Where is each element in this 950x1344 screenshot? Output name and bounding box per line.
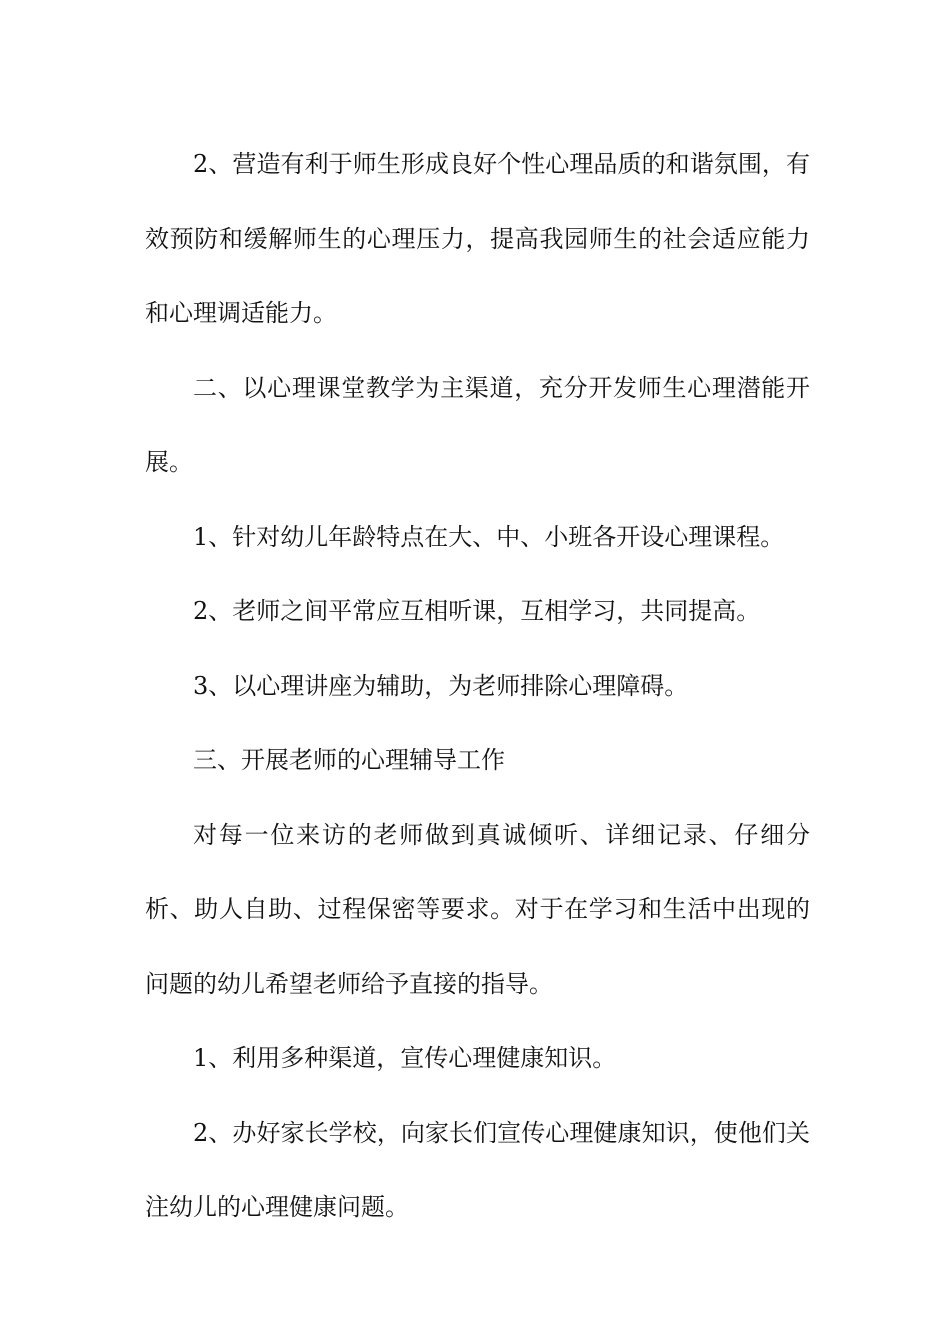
section-heading: 二、以心理课堂教学为主渠道，充分开发师生心理潜能开展。 bbox=[145, 373, 810, 476]
section-heading: 三、开展老师的心理辅导工作 bbox=[193, 746, 505, 774]
paragraph: 1、利用多种渠道，宣传心理健康知识。 bbox=[193, 1044, 617, 1072]
document-body bbox=[145, 127, 810, 1245]
paragraph: 对每一位来访的老师做到真诚倾听、详细记录、仔细分析、助人自助、过程保密等要求。对于在学习和生活中出现的问题的幼儿希望老师给予直接的指导。 bbox=[145, 820, 810, 998]
paragraph: 1、针对幼儿年龄特点在大、中、小班各开设心理课程。 bbox=[193, 522, 785, 551]
paragraph: 2、办好家长学校，向家长们宣传心理健康知识，使他们关注幼儿的心理健康问题。 bbox=[145, 1118, 810, 1221]
paragraph: 3、以心理讲座为辅助，为老师排除心理障碍。 bbox=[193, 671, 689, 700]
paragraph: 2、老师之间平常应互相听课，互相学习，共同提高。 bbox=[193, 597, 761, 625]
paragraph: 2、营造有利于师生形成良好个性心理品质的和谐氛围，有效预防和缓解师生的心理压力，提高我园师生的社会适应能力和心理调适能力。 bbox=[145, 150, 810, 327]
